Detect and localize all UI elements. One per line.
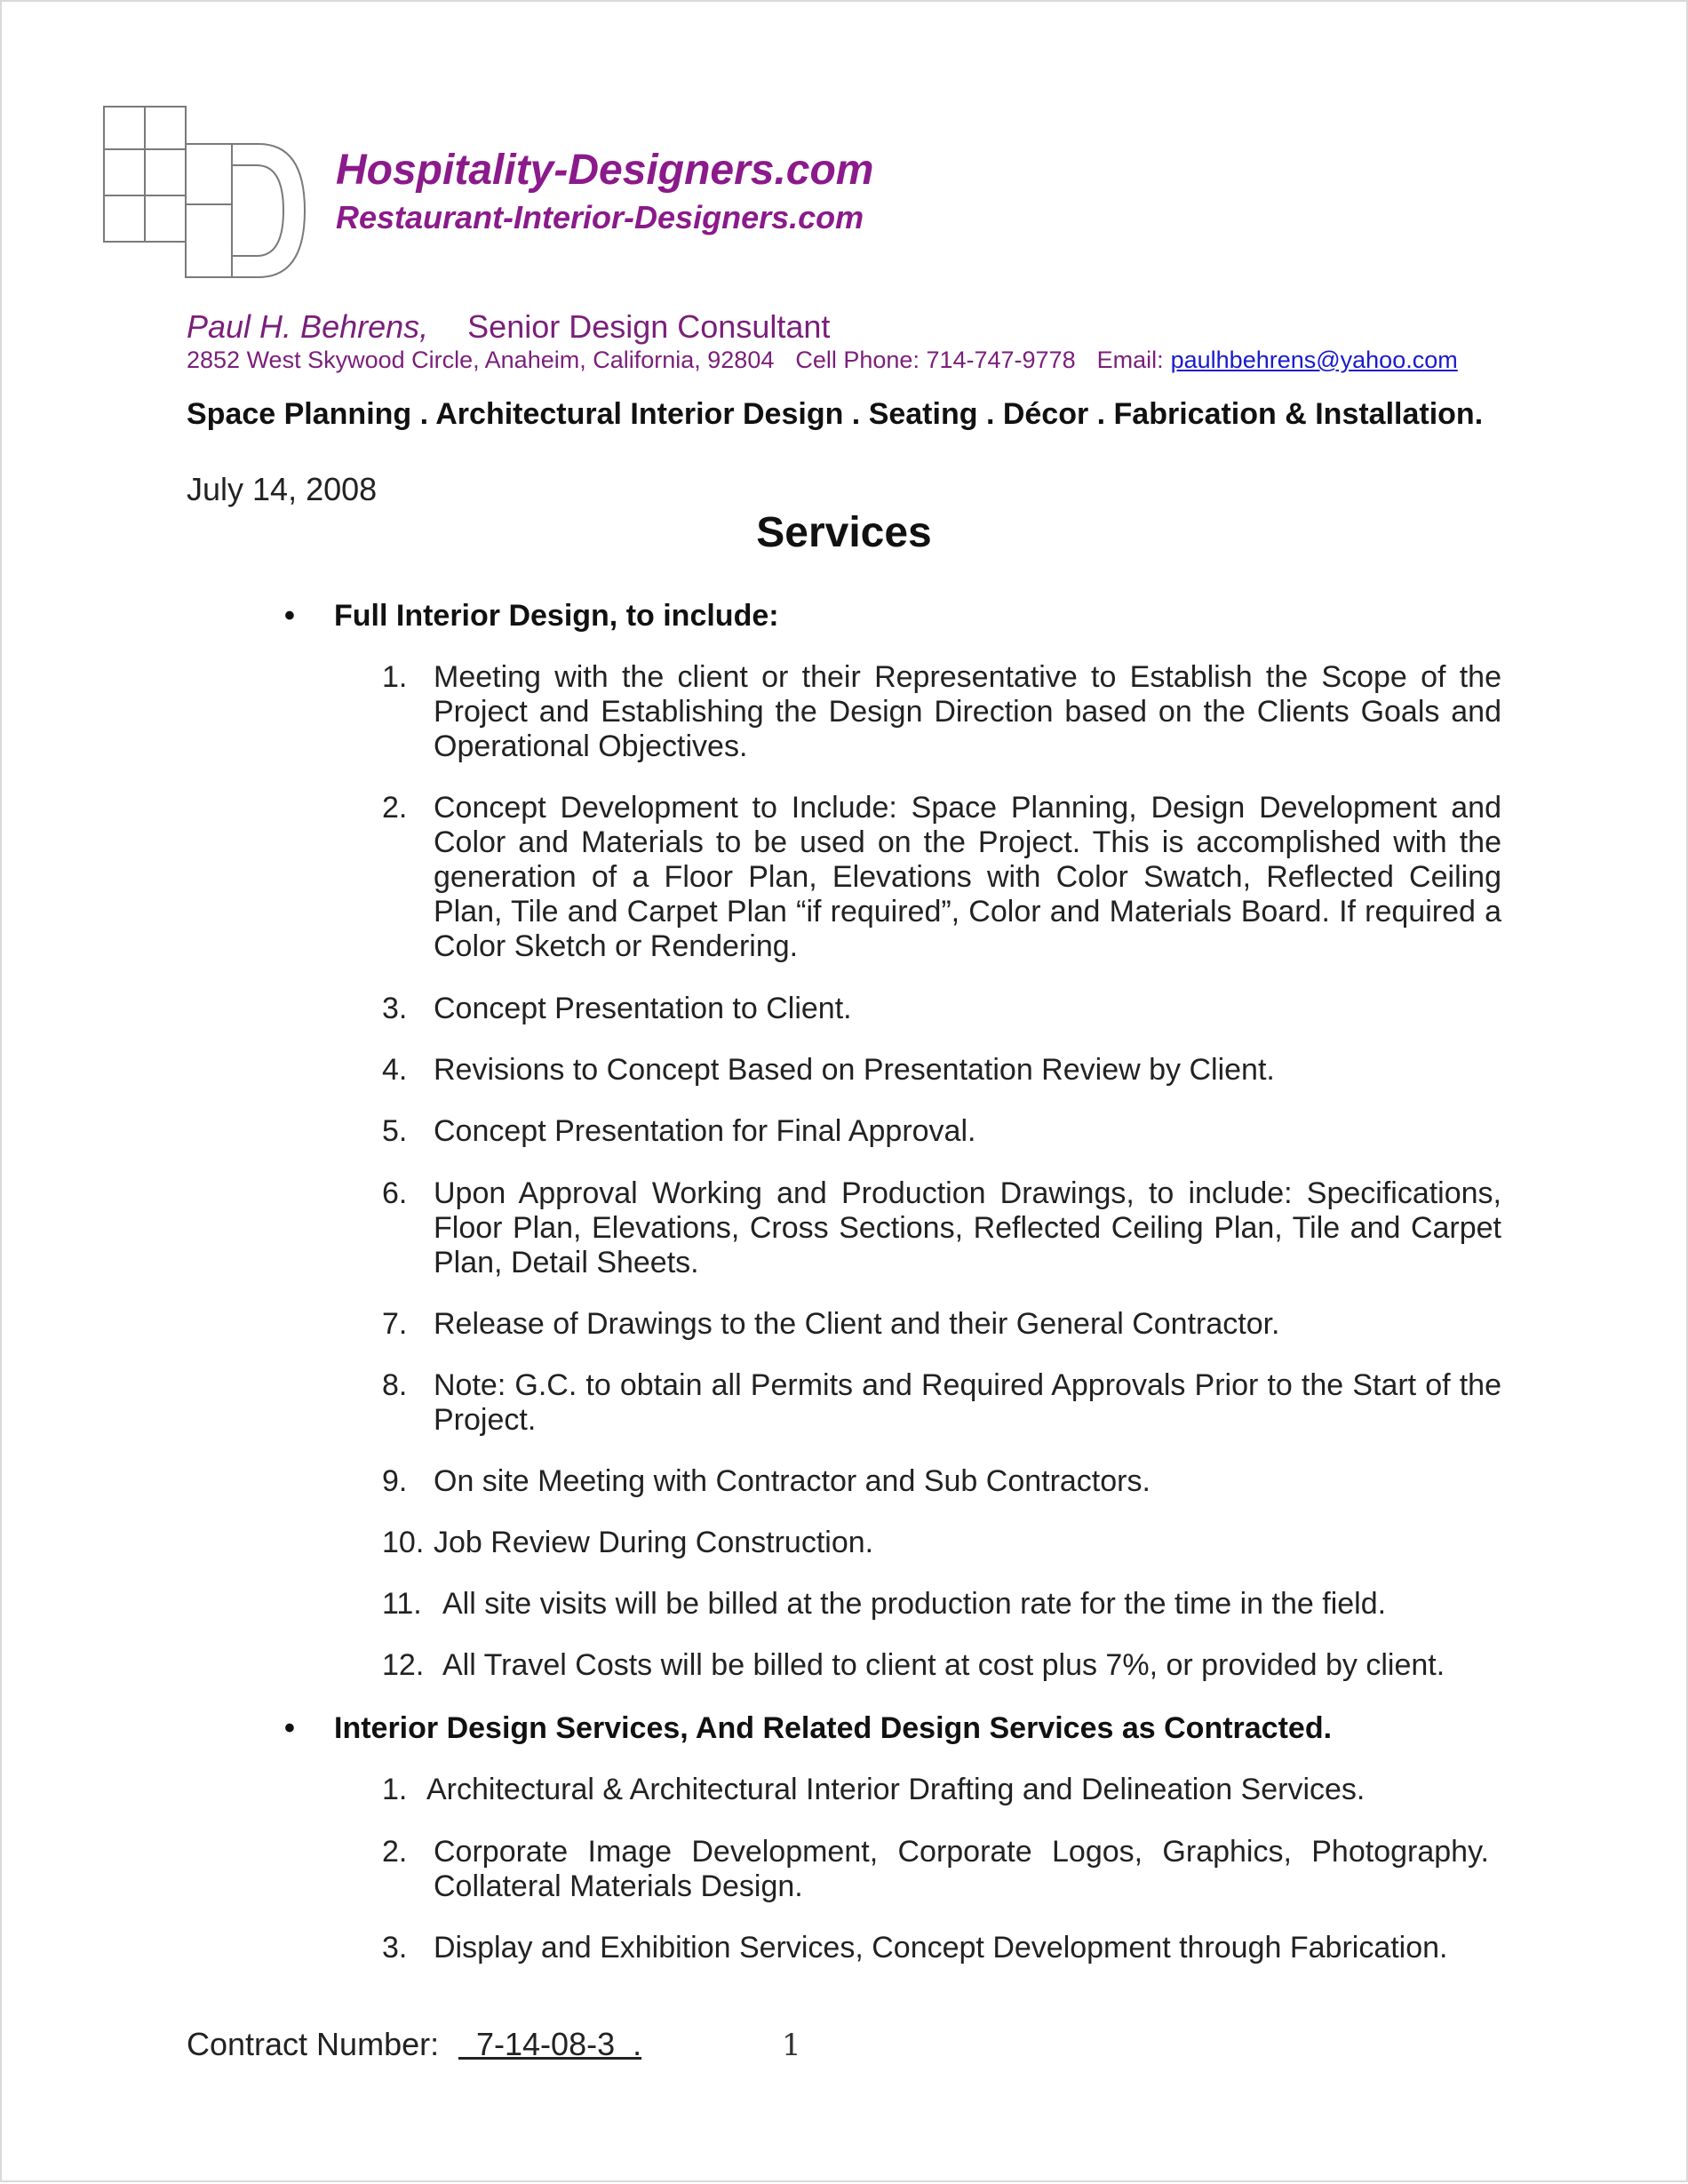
email-link[interactable]: paulhbehrens@yahoo.com [1170,347,1458,373]
list-item-number: 9. [382,1464,408,1498]
list-item-number: 10. [382,1526,425,1559]
list-item-number: 2. [382,1835,408,1869]
list-item-number: 3. [382,992,408,1025]
list-item-number: 2. [382,791,408,825]
list-item-number: 3. [382,1931,408,1965]
list-item-text: All site visits will be billed at the production rate for the time in the field. [442,1587,1387,1621]
list-item-text: Display and Exhibition Services, Concept Development through Fabrication. [434,1931,1448,1965]
site-name-primary[interactable]: Hospitality-Designers.com [336,147,874,194]
page-number: 1 [782,2028,801,2063]
list-item-number: 1. [382,1773,408,1806]
list-item-number: 6. [382,1176,408,1210]
consultant-title: Senior Design Consultant [467,308,831,345]
list-item-text: Revisions to Concept Based on Presentation Review by Client. [434,1053,1275,1087]
bullet-icon: • [284,1711,295,1745]
contract-number-value: 7-14-08-3 . [458,2026,642,2062]
list-item-text: Meeting with the client or their Representative to Establish the Scope of the Project and Establishing the Design Direction based on the Clients Goals and Operational Objectives. [434,660,1501,763]
document-date: July 14, 2008 [187,471,378,507]
contract-number-label: Contract Number: [187,2026,440,2062]
consultant-line [187,308,830,346]
list-item-text: All Travel Costs will be billed to client at cost plus 7%, or provided by client. [442,1648,1445,1682]
address: 2852 West Skywood Circle, Anaheim, California, 92804 [187,347,775,373]
list-item-text: Architectural & Architectural Interior Drafting and Delineation Services. [426,1773,1366,1806]
list-item-number: 4. [382,1053,408,1087]
list-item-text: Note: G.C. to obtain all Permits and Required Approvals Prior to the Start of the Project. [434,1368,1501,1437]
list-item-number: 5. [382,1114,408,1148]
list-item-text: On site Meeting with Contractor and Sub Contractors. [434,1464,1151,1498]
phone: Cell Phone: 714-747-9778 [795,347,1076,373]
list-item-text: Release of Drawings to the Client and their General Contractor. [434,1307,1280,1341]
list-item-number: 11. [382,1587,422,1621]
list-item-text: Job Review During Construction. [434,1526,874,1559]
list-item-number: 12. [382,1648,425,1682]
bullet-icon: • [284,599,295,633]
consultant-name: Paul H. Behrens, [187,308,429,345]
list-item-text: Concept Presentation to Client. [434,992,852,1025]
hd-logo [102,105,308,279]
list-item-text: Upon Approval Working and Production Drawings, to include: Specifications, Floor Plan, Elevations, Cross Sections, Reflected Ceiling Plan, Tile and Carpet Plan, Detail Sheets. [434,1176,1501,1279]
list-item-number: 7. [382,1307,408,1341]
site-name-secondary[interactable]: Restaurant-Interior-Designers.com [336,199,864,235]
list-item-text: Concept Development to Include: Space Planning, Design Development and Color and Materials to be used on the Project. This is accomplished with the generation of a Floor Plan, Elevations with Color Swatch, Reflected Ceiling Plan, Tile and Carpet Plan “if required”, Color and Materials Board. If required a Color Sketch or Rendering. [434,791,1501,963]
contact-line [187,347,1458,374]
list-item-text: Corporate Image Development, Corporate Logos, Graphics, Photography. Collateral Materials Design. [434,1835,1489,1903]
page-title: Services [756,509,932,556]
list-item-number: 1. [382,660,408,694]
section-heading-text: Interior Design Services, And Related Design Services as Contracted. [334,1711,1333,1745]
services-tagline: Space Planning . Architectural Interior Design . Seating . Décor . Fabrication & Installation. [187,397,1484,431]
section-heading-text: Full Interior Design, to include: [334,599,779,633]
list-item-text: Concept Presentation for Final Approval. [434,1114,976,1148]
email-label: Email: [1096,347,1164,373]
list-item-number: 8. [382,1368,408,1402]
